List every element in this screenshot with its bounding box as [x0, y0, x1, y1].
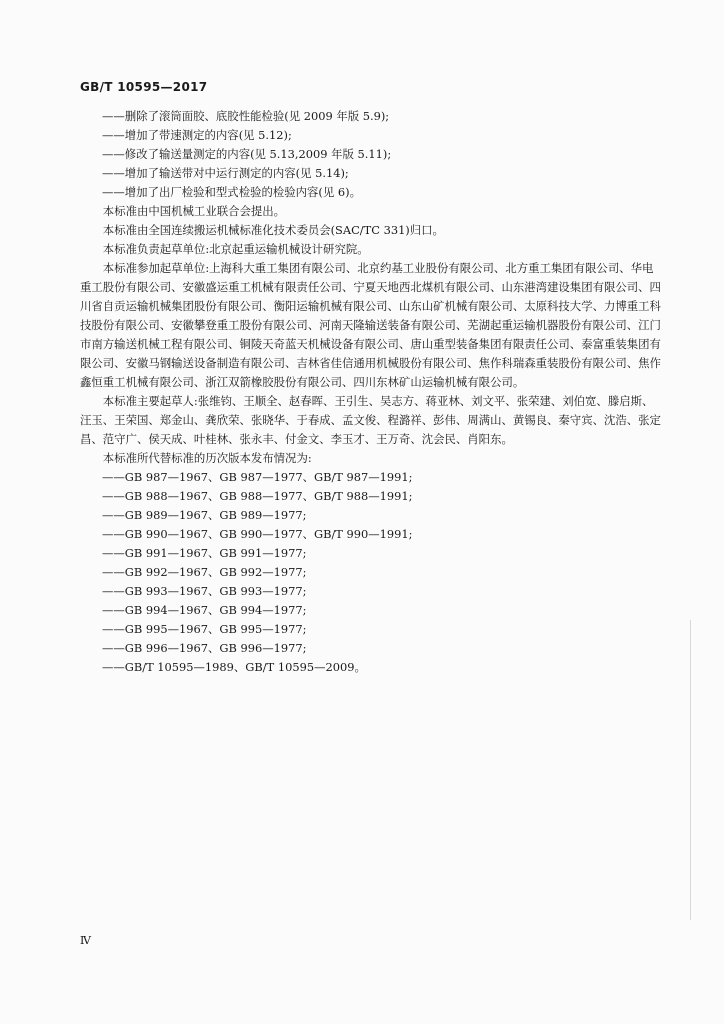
- history-item: ——GB 991—1967、GB 991—1977;: [102, 546, 307, 560]
- history-item: ——GB 989—1967、GB 989—1977;: [102, 508, 307, 522]
- change-item: ——修改了输送量测定的内容(见 5.13,2009 年版 5.11);: [102, 147, 392, 161]
- participating-units-paragraph: 本标准参加起草单位:上海科大重工集团有限公司、北京约基工业股份有限公司、北方重工集团有限公司、华电重工股份有限公司、安徽盛运重工机械有限责任公司、宁夏天地西北煤机有限公司、山东港湾建设集团有限公司、四川省自贡运输机械集团股份有限公司、衡阳运输机械有限公司、山东山矿机械有限公司、太原科技大学、力博重工科技股份有限公司、安徽攀登重工股份有限公司、河南天隆输送装备有限公司、芜湖起重运输机器股份有限公司、江门市南方输送机械工程有限公司、铜陵天奇蓝天机械设备有限公司、唐山重型装备集团有限责任公司、泰富重装集团有限公司、安徽马钢输送设备制造有限公司、吉林省佳信通用机械股份有限公司、焦作科瑞森重装股份有限公司、焦作鑫恒重工机械有限公司、浙江双箭橡胶股份有限公司、四川东林矿山运输机械有限公司。: [80, 261, 661, 389]
- history-item: ——GB 988—1967、GB 988—1977、GB/T 988—1991;: [102, 489, 413, 503]
- main-drafters-paragraph: 本标准主要起草人:张维钧、王顺全、赵春晖、王引生、吴志方、蒋亚林、刘文平、张荣建、刘伯宽、滕启斯、汪玉、王荣国、郑金山、龚欣荣、张晓华、于春成、孟文俊、程潞祥、彭伟、周满山、黄锡良、秦守宾、沈浩、张定昌、范守广、侯天成、叶桂林、张永丰、付金文、李玉才、王万奇、沈会民、肖阳东。: [80, 394, 661, 446]
- history-item: ——GB 990—1967、GB 990—1977、GB/T 990—1991;: [102, 527, 413, 541]
- history-item: ——GB 995—1967、GB 995—1977;: [102, 622, 307, 636]
- history-item: ——GB 993—1967、GB 993—1977;: [102, 584, 307, 598]
- standard-code-header: GB/T 10595—2017: [80, 80, 208, 94]
- history-item: ——GB 996—1967、GB 996—1977;: [102, 641, 307, 655]
- scan-artifact-line: [690, 620, 691, 920]
- history-item: ——GB 987—1967、GB 987—1977、GB/T 987—1991;: [102, 470, 413, 484]
- change-item: ——增加了带速测定的内容(见 5.12);: [102, 128, 292, 142]
- change-item: ——删除了滚筒面胶、底胶性能检验(见 2009 年版 5.9);: [102, 109, 390, 123]
- proposed-by-paragraph: 本标准由中国机械工业联合会提出。: [102, 204, 286, 218]
- foreword-body: [80, 107, 662, 677]
- history-item: ——GB 992—1967、GB 992—1977;: [102, 565, 307, 579]
- history-item: ——GB/T 10595—1989、GB/T 10595—2009。: [102, 660, 366, 674]
- page-number: Ⅳ: [80, 934, 91, 947]
- centralized-by-paragraph: 本标准由全国连续搬运机械标准化技术委员会(SAC/TC 331)归口。: [102, 223, 444, 237]
- history-intro-paragraph: 本标准所代替标准的历次版本发布情况为:: [102, 451, 312, 465]
- history-item: ——GB 994—1967、GB 994—1977;: [102, 603, 307, 617]
- change-item: ——增加了出厂检验和型式检验的检验内容(见 6)。: [102, 185, 361, 199]
- responsible-unit-paragraph: 本标准负责起草单位:北京起重运输机械设计研究院。: [102, 242, 369, 256]
- changes-list: [80, 107, 662, 202]
- change-item: ——增加了输送带对中运行测定的内容(见 5.14);: [102, 166, 349, 180]
- history-list: [80, 468, 662, 677]
